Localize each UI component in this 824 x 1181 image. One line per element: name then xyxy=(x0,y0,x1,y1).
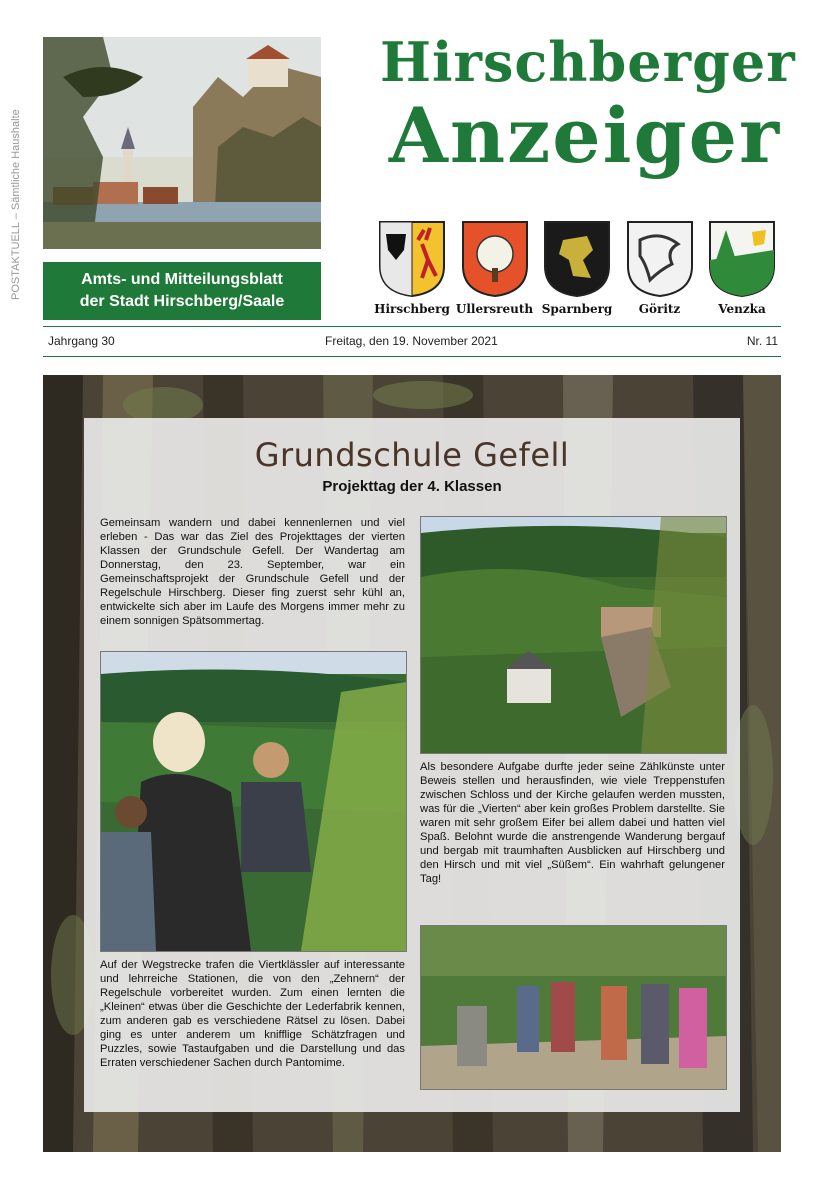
header-rule-bottom xyxy=(43,356,781,357)
valley-view-photo xyxy=(100,651,407,952)
stag-eagle-crest-icon xyxy=(378,220,446,298)
subtitle-line-2: der Stadt Hirschberg/Saale xyxy=(79,293,285,310)
header-painting xyxy=(43,37,321,249)
article-paragraph-2: Als besondere Aufgabe durfte jeder seine Zählkünste unter Beweis stellen und herausfinden, wie viele Treppenstufen zwischen Schloss und der Kirche gelaufen werden mussten, was für die „Vierten“ aber kein großes Problem darstellte. Sie waren mit sehr großem Eifer bei allem dabei und hatten viel Spaß. Belohnt wurde die anstrengende Wanderung bergauf und bergab mit traumhaften Ausblicken auf Hirschberg und den Hirsch und mit viel „Süßem“. Ein wahrhaft gelungener Tag! xyxy=(420,761,725,885)
subtitle-box xyxy=(43,262,321,320)
fir-tree-crest-icon xyxy=(708,220,776,298)
issue-number: Nr. 11 xyxy=(746,334,778,348)
article-paragraph-1: Gemeinsam wandern und dabei kennenlernen und viel erleben - Das war das Ziel des Projekttages der vierten Klassen der Grundschule Gefell. Der Wandertag am Donnerstag, den 23. September, war ein Gemeinschaftsprojekt der Grundschule Gefell und der Regelschule Hirschberg. Dieser fing zuerst sehr kühl an, entwickelte sich aber im Laufe des Morgens immer mehr zu einem sonnigen Spätsommertag. xyxy=(100,517,405,627)
article-title: Grundschule Gefell xyxy=(254,436,570,474)
masthead xyxy=(380,30,796,180)
subtitle-line-1: Amts- und Mitteilungsblatt xyxy=(81,271,283,288)
lion-crest-icon xyxy=(543,220,611,298)
distribution-note: POSTAKTUELL – Sämtliche Haushalte xyxy=(10,109,22,300)
crest-hirschberg xyxy=(372,220,452,316)
crest-sparnberg xyxy=(537,220,617,316)
town-view-photo xyxy=(420,516,727,754)
issue-date: Freitag, den 19. November 2021 xyxy=(325,334,498,348)
header-rule-top xyxy=(43,326,781,327)
crest-venzka xyxy=(702,220,782,316)
article-paragraph-3: Auf der Wegstrecke trafen die Viertklässler auf interessante und lehrreiche Stationen, die von den „Zehnern“ der Regelschule vorbereitet wurden. Zum einen lernten die „Kleinen“ etwas über die Geschichte der Lederfabrik kennen, zum anderen gab es verschiedene Rätsel zu lösen. Dabei ging es unter anderem um knifflige Schätzfragen und Puzzles, sowie Tastaufgaben und die Darstellung und das Erraten verschiedener Sachen durch Pantomime. xyxy=(100,959,405,1069)
crest-label: Hirschberg xyxy=(374,302,450,316)
masthead-title-line-1: Hirschberger xyxy=(380,30,796,94)
crest-goeritz xyxy=(620,220,700,316)
crest-ullersreuth xyxy=(455,220,535,316)
dragon-crest-icon xyxy=(626,220,694,298)
article-panel xyxy=(84,418,740,1112)
volume-label: Jahrgang 30 xyxy=(48,334,115,348)
crest-label: Göritz xyxy=(638,302,681,316)
crest-label: Venzka xyxy=(718,302,766,316)
group-photo xyxy=(420,925,727,1090)
tree-crest-icon xyxy=(461,220,529,298)
masthead-title-line-2: Anzeiger xyxy=(388,91,782,180)
article-subtitle: Projekttag der 4. Klassen xyxy=(322,478,502,495)
crest-label: Ullersreuth xyxy=(455,302,534,316)
crest-row xyxy=(372,220,782,316)
crest-label: Sparnberg xyxy=(541,302,613,316)
